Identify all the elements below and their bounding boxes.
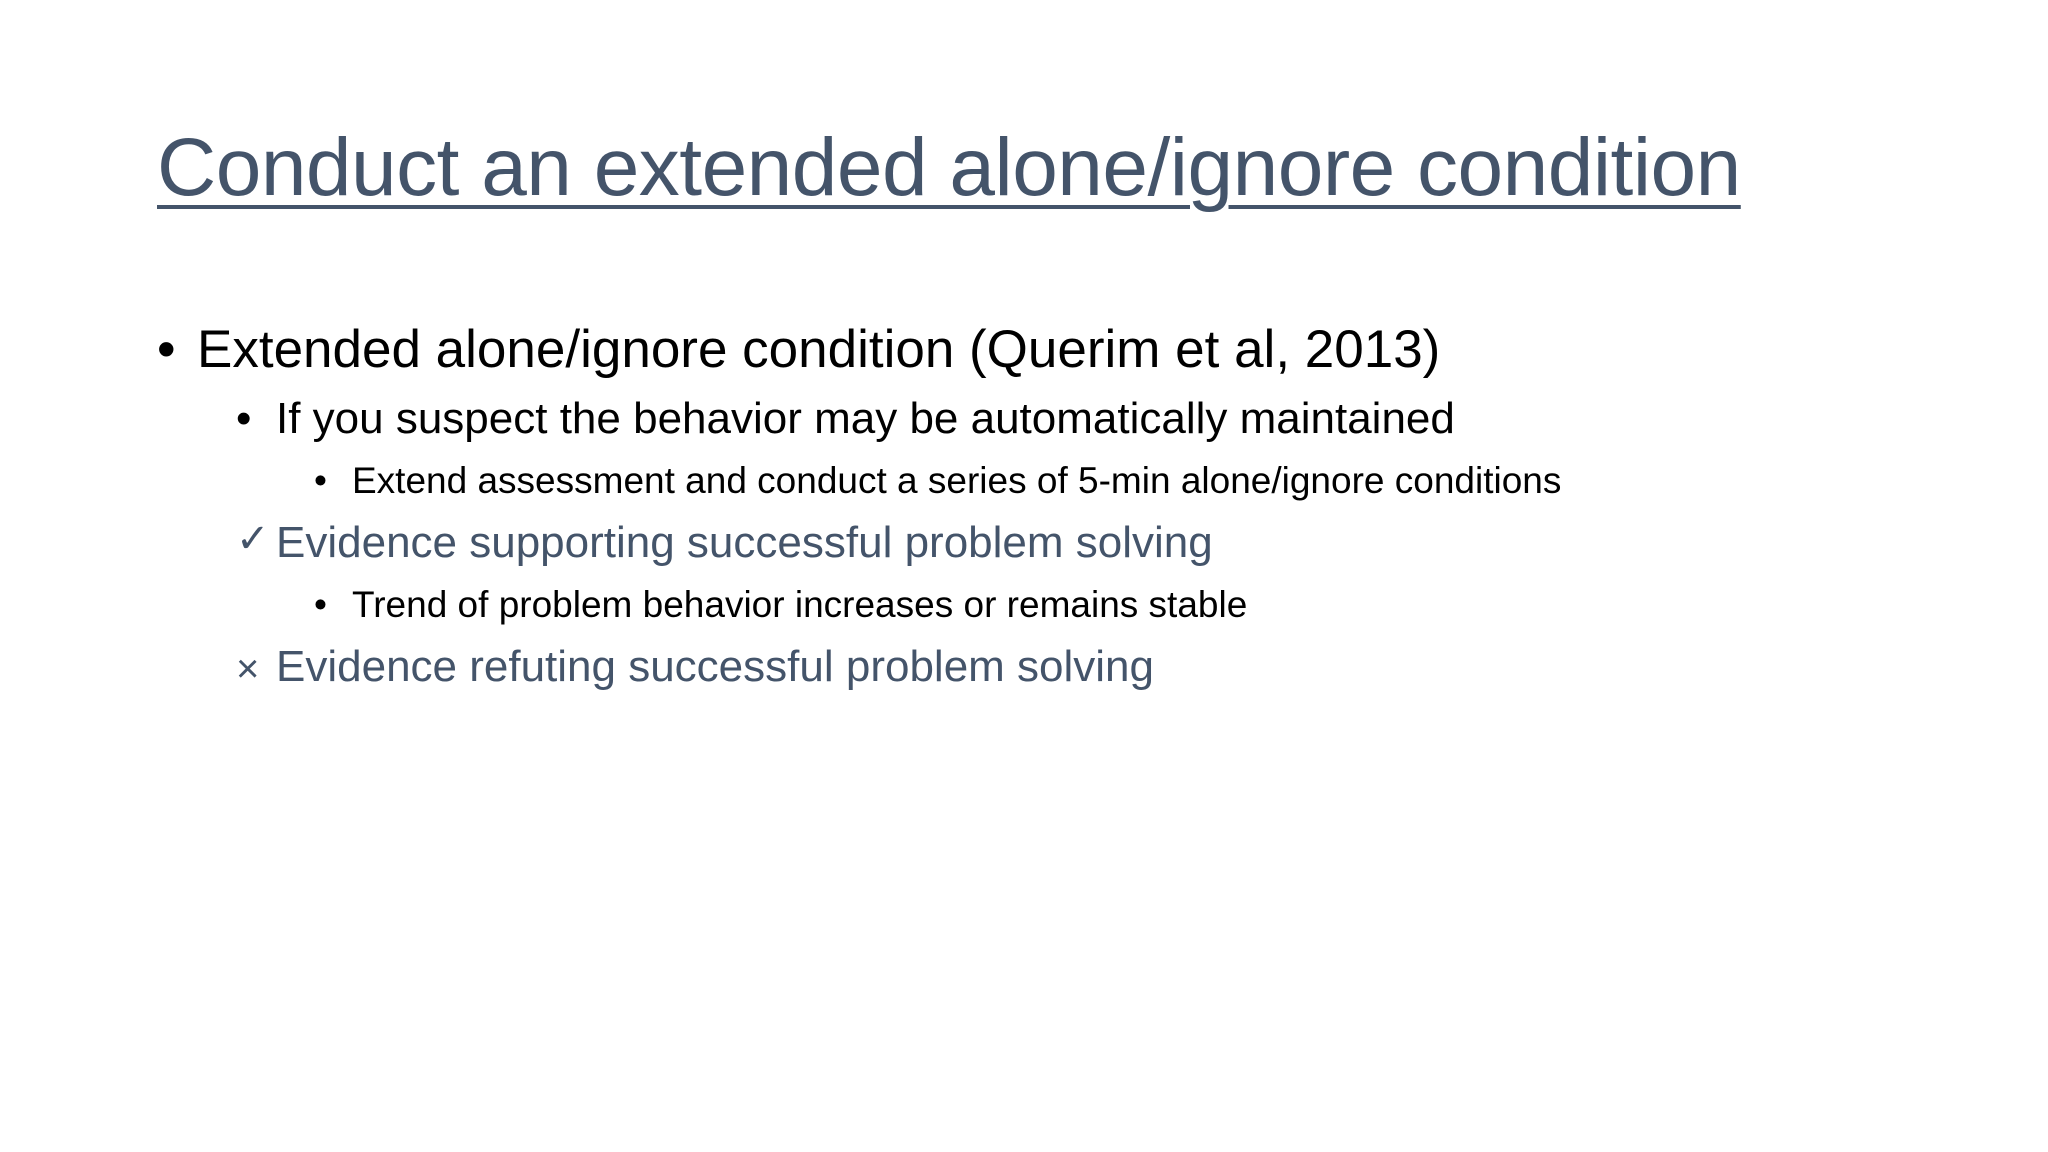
bullet-text: Extend assessment and conduct a series of 5-min alone/ignore conditions	[352, 460, 1562, 501]
bullet-text: If you suspect the behavior may be automatically maintained	[276, 394, 1455, 443]
bullet-text: Extended alone/ignore condition (Querim et al, 2013)	[197, 320, 1441, 379]
bullet-icon: •	[314, 584, 327, 625]
cross-icon: ×	[236, 647, 260, 691]
evidence-supporting-text: Evidence supporting successful problem solving	[276, 518, 1213, 567]
bullet-icon: •	[314, 460, 327, 501]
bullet-text: Trend of problem behavior increases or remains stable	[352, 584, 1248, 625]
slide-title: Conduct an extended alone/ignore condition	[157, 122, 1741, 213]
bullet-icon: •	[157, 320, 176, 379]
bullet-icon: •	[236, 394, 252, 443]
checkmark-icon: ✓	[236, 517, 270, 561]
evidence-refuting-text: Evidence refuting successful problem solving	[276, 642, 1155, 691]
